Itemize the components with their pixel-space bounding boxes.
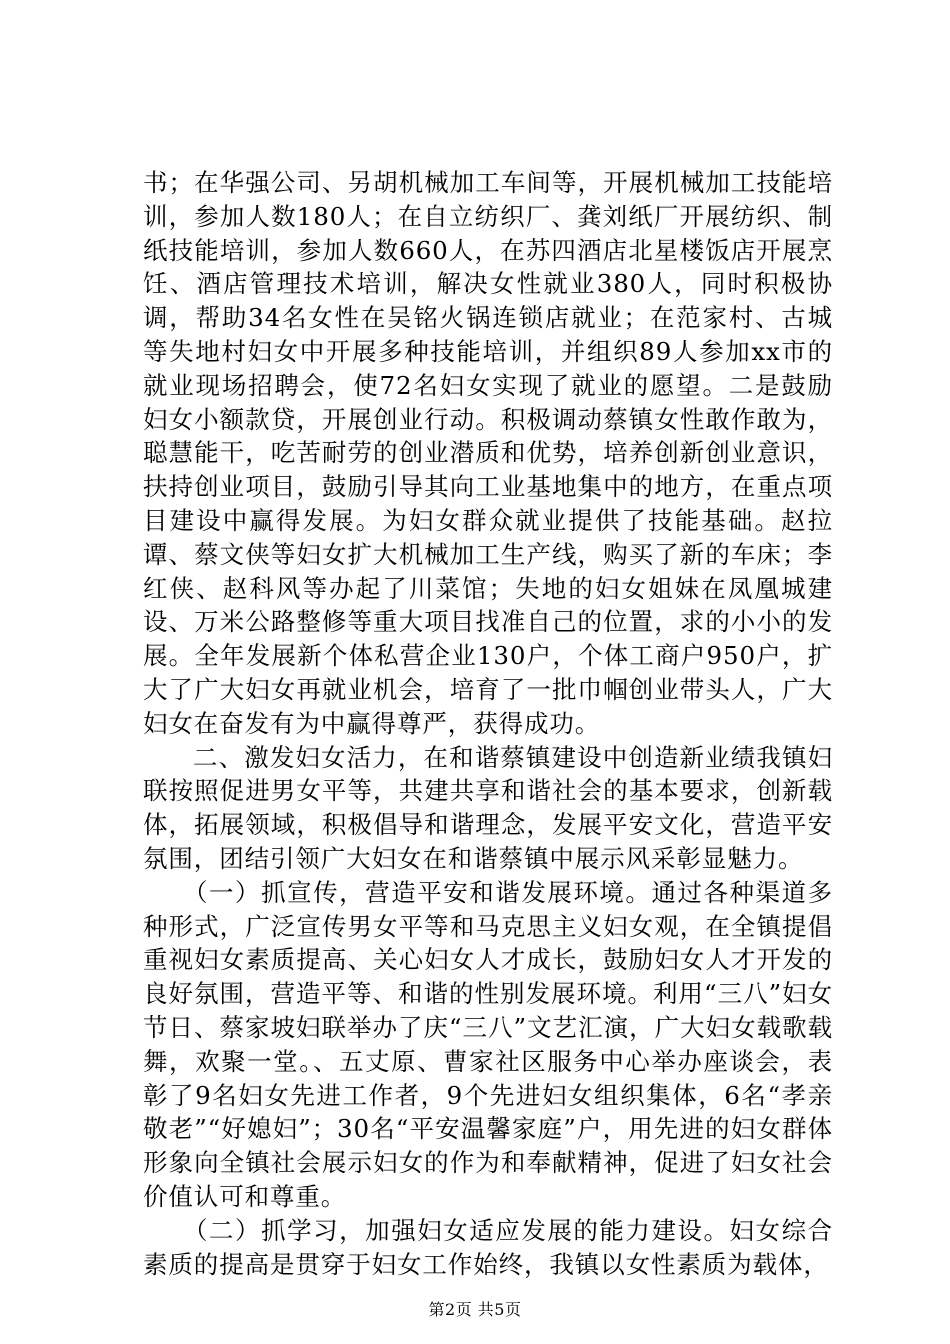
paragraph-3: （一）抓宣传，营造平安和谐发展环境。通过各种渠道多种形式，广泛宣传男女平等和马克思主义妇女观，在全镇提倡重视妇女素质提高、关心妇女人才成长，鼓励妇女人才开发的良好氛围，营造平等、和谐的性别发展环境。利用“三八”妇女节日、蔡家坡妇联举办了庆“三八”文艺汇演，广大妇女载歌载舞，欢聚一堂。、五丈原、曹家社区服务中心举办座谈会，表彰了9名妇女先进工作者，9个先进妇女组织集体，6名“孝亲敬老”“好媳妇”；30名“平安温馨家庭”户，用先进的妇女群体形象向全镇社会展示妇女的作为和奉献精神，促进了妇女社会价值认可和尊重。 — [143, 877, 833, 1211]
page-footer: 第2页 共5页 — [428, 1300, 522, 1319]
paragraph-4: （二）抓学习，加强妇女适应发展的能力建设。妇女综合素质的提高是贯穿于妇女工作始终，我镇以女性素质为载体， — [143, 1215, 833, 1279]
paragraph-2: 二、激发妇女活力，在和谐蔡镇建设中创造新业绩我镇妇联按照促进男女平等，共建共享和谐社会的基本要求，创新载体，拓展领域，积极倡导和谐理念，发展平安文化，营造平安氛围，团结引领广大妇女在和谐蔡镇中展示风采彰显魅力。 — [143, 742, 833, 873]
paragraph-1: 书；在华强公司、另胡机械加工车间等，开展机械加工技能培训，参加人数180人；在自立纺织厂、龚刘纸厂开展纺织、制纸技能培训，参加人数660人，在苏四酒店北星楼饭店开展烹饪、酒店管理技术培训，解决女性就业380人，同时积极协调，帮助34名女性在吴铭火锅连锁店就业；在范家村、古城等失地村妇女中开展多种技能培训，并组织89人参加xx市的就业现场招聘会，使72名妇女实现了就业的愿望。二是鼓励妇女小额款贷，开展创业行动。积极调动蔡镇女性敢作敢为，聪慧能干，吃苦耐劳的创业潜质和优势，培养创新创业意识，扶持创业项目，鼓励引导其向工业基地集中的地方，在重点项目建设中赢得发展。为妇女群众就业提供了技能基础。赵拉谭、蔡文侠等妇女扩大机械加工生产线，购买了新的车床；李红侠、赵科风等办起了川菜馆；失地的妇女姐妹在凤凰城建设、万米公路整修等重大项目找准自己的位置，求的小小的发展。全年发展新个体私营企业130户，个体工商户950户，扩大了广大妇女再就业机会，培育了一批巾帼创业带头人，广大妇女在奋发有为中赢得尊严，获得成功。 — [143, 168, 833, 738]
document-body — [143, 166, 833, 1281]
